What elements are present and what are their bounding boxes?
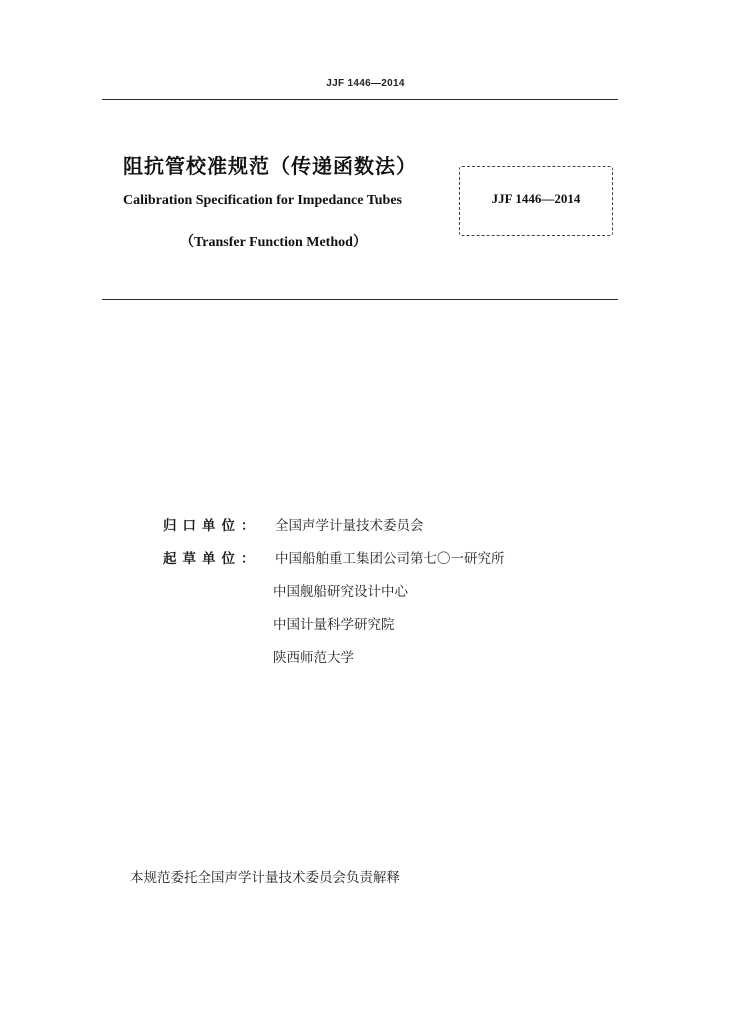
title-english-subtitle: （Transfer Function Method） — [180, 235, 367, 250]
drafting-unit-item: 中国舰船研究设计中心 — [273, 584, 408, 600]
responsible-unit-row — [163, 514, 424, 534]
title-chinese: 阻抗管校准规范（传递函数法） — [123, 154, 417, 178]
responsible-unit-value: 全国声学计量技术委员会 — [275, 518, 424, 534]
responsible-unit-label: 归口单位： — [163, 518, 261, 534]
interpretation-note: 本规范委托全国声学计量技术委员会负责解释 — [130, 870, 400, 886]
drafting-unit-row — [163, 547, 505, 567]
drafting-unit-item: 中国计量科学研究院 — [273, 617, 395, 633]
document-code-box — [459, 166, 613, 236]
drafting-unit-label: 起草单位： — [163, 551, 261, 567]
document-code-header: JJF 1446—2014 — [326, 78, 405, 89]
top-divider — [102, 99, 618, 100]
document-code-box-text: JJF 1446—2014 — [491, 191, 581, 206]
drafting-unit-item: 陕西师范大学 — [273, 650, 354, 666]
bottom-divider — [102, 299, 618, 300]
drafting-unit-value: 中国船舶重工集团公司第七〇一研究所 — [275, 551, 505, 567]
title-english: Calibration Specification for Impedance Tubes — [123, 193, 402, 208]
